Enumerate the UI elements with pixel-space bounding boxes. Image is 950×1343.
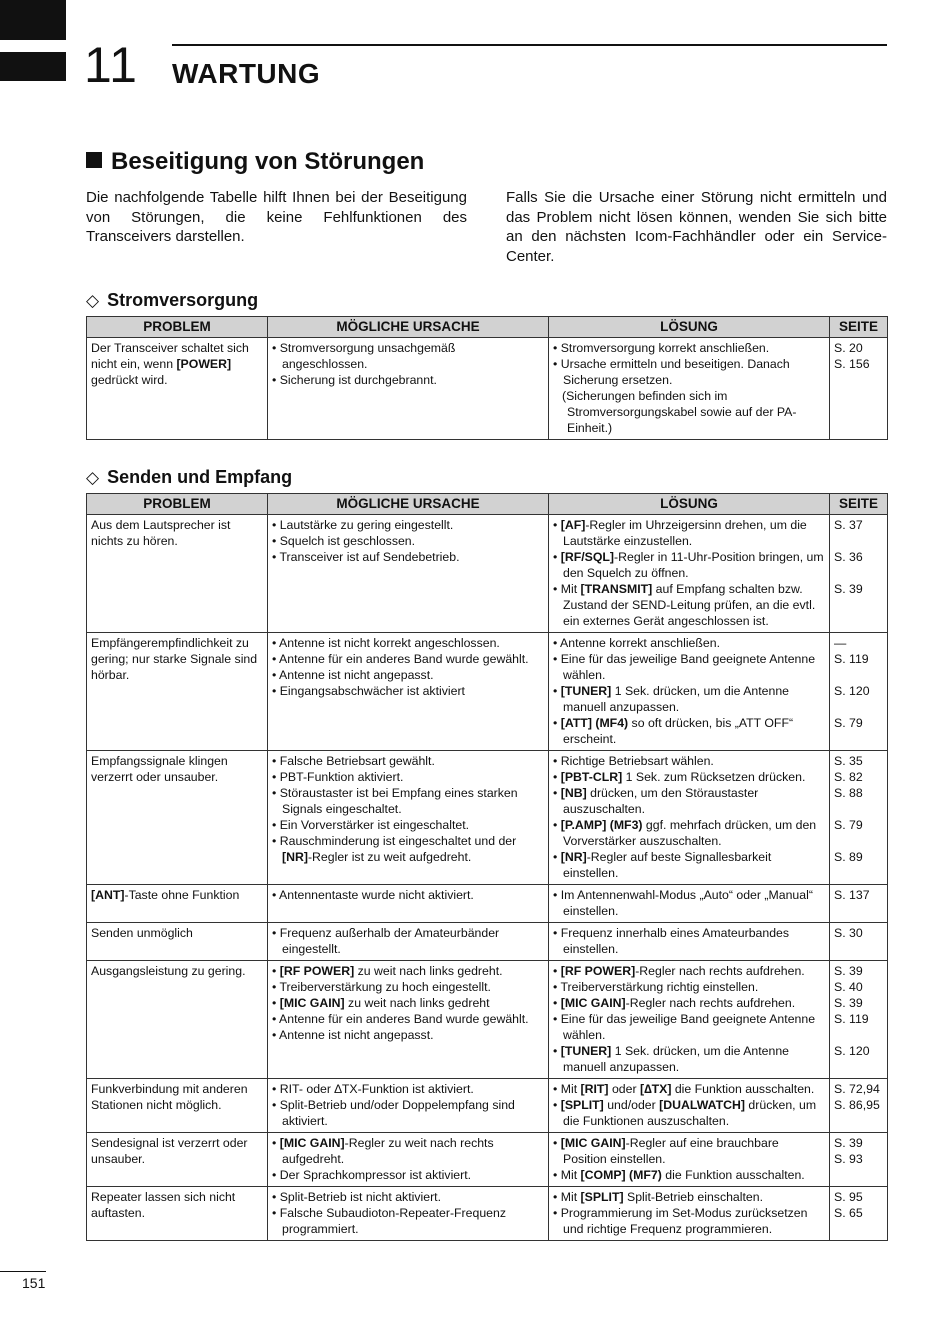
page-ref: S. 36	[834, 550, 863, 564]
bullet-item: • Ursache ermitteln und beseitigen. Danach Sicherung ersetzen.	[553, 357, 790, 387]
chapter-title: WARTUNG	[172, 58, 321, 89]
bullet-item: • Antenne für ein anderes Band wurde gewählt.	[272, 1012, 529, 1026]
bullet-item: • [MIC GAIN]-Regler auf eine brauchbare Position einstellen.	[553, 1136, 779, 1166]
bullet-item: • [RF POWER]-Regler nach rechts aufdrehen.	[553, 964, 805, 978]
bullet-item: • Eine für das jeweilige Band geeignete Antenne wählen.	[553, 1012, 816, 1042]
column-header-cause: MÖGLICHE URSACHE	[268, 317, 549, 338]
table-row	[87, 923, 888, 961]
bullet-item: • [TUNER] 1 Sek. drücken, um die Antenne manuell anzupassen.	[553, 1044, 790, 1074]
bullet-item: • Sicherung ist durchgebrannt.	[272, 373, 437, 387]
page-ref: S. 88	[834, 786, 863, 800]
bullet-item: • Im Antennenwahl-Modus „Auto“ oder „Manual“ einstellen.	[553, 888, 813, 918]
intro-paragraph-left: Die nachfolgende Tabelle hilft Ihnen bei der Beseitigung von Störungen, die keine Fehlfunktionen des Transceivers darstellen.	[86, 189, 467, 245]
cause-cell	[268, 338, 549, 440]
bullet-item: • Antenne ist nicht korrekt angeschlossen.	[272, 636, 500, 650]
cause-cell	[268, 1079, 549, 1133]
problem-cell: [ANT]-Taste ohne Funktion	[87, 885, 268, 923]
diamond-icon: ◇	[86, 468, 100, 487]
bullet-item: • Mit [SPLIT] Split-Betrieb einschalten.	[553, 1190, 764, 1204]
cause-cell	[268, 923, 549, 961]
bullet-item: • Mit [COMP] (MF7) die Funktion ausschalten.	[553, 1168, 805, 1182]
problem-cell: Repeater lassen sich nicht auftasten.	[87, 1187, 268, 1241]
page-ref: S. 39	[834, 964, 863, 978]
bullet-item: • Antenne korrekt anschließen.	[553, 636, 720, 650]
page-cell	[830, 633, 888, 751]
subsection-title: Senden und Empfang	[107, 467, 293, 487]
cause-cell	[268, 961, 549, 1079]
page-ref: S. 20	[834, 341, 863, 355]
page-ref: S. 65	[834, 1206, 863, 1220]
page-ref: S. 39	[834, 1136, 863, 1150]
solution-cell	[549, 515, 830, 633]
bullet-item: • Falsche Subaudioton-Repeater-Frequenz programmiert.	[272, 1206, 506, 1236]
page-ref: S. 35	[834, 754, 863, 768]
solution-cell	[549, 961, 830, 1079]
subsection-title: Stromversorgung	[107, 290, 259, 310]
bullet-item: • Treiberverstärkung richtig einstellen.	[553, 980, 759, 994]
page-ref: S. 120	[834, 1044, 870, 1058]
page-ref: S. 30	[834, 926, 863, 940]
bullet-item: • Ein Vorverstärker ist eingeschaltet.	[272, 818, 470, 832]
table-row	[87, 1133, 888, 1187]
bullet-item: • Stromversorgung unsachgemäß angeschlossen.	[272, 341, 456, 371]
diamond-icon: ◇	[86, 291, 100, 310]
column-header-page: SEITE	[830, 494, 888, 515]
section-title	[86, 146, 424, 178]
chapter-rule	[172, 44, 887, 46]
problem-cell: Funkverbindung mit anderen Stationen nicht möglich.	[87, 1079, 268, 1133]
solution-cell	[549, 751, 830, 885]
page-cell	[830, 885, 888, 923]
page-cell	[830, 923, 888, 961]
page-ref: S. 79	[834, 818, 863, 832]
table-header-row	[87, 494, 888, 515]
bullet-item: • Eingangsabschwächer ist aktiviert	[272, 684, 465, 698]
solution-cell	[549, 885, 830, 923]
bullet-item: • Eine für das jeweilige Band geeignete Antenne wählen.	[553, 652, 816, 682]
page-cell	[830, 515, 888, 633]
table-row	[87, 885, 888, 923]
chapter-tab-marker	[0, 0, 66, 40]
subsection-heading-txrx	[86, 465, 292, 490]
chapter-tab-marker-lower	[0, 52, 66, 81]
bullet-item: • Programmierung im Set-Modus zurücksetzen und richtige Frequenz programmieren.	[553, 1206, 808, 1236]
bullet-item: • [SPLIT] und/oder [DUALWATCH] drücken, um die Funktionen auszuschalten.	[553, 1098, 817, 1128]
bullet-item: • [TUNER] 1 Sek. drücken, um die Antenne manuell anzupassen.	[553, 684, 790, 714]
page-ref: S. 39	[834, 996, 863, 1010]
problem-cell: Empfängerempfindlichkeit zu gering; nur starke Signale sind hörbar.	[87, 633, 268, 751]
solution-cell	[549, 923, 830, 961]
bullet-item: • Mit [TRANSMIT] auf Empfang schalten bzw. Zustand der SEND-Leitung prüfen, an die evtl. ein externes Gerät angeschlossen ist.	[553, 582, 816, 628]
cause-cell	[268, 515, 549, 633]
bullet-item: • [NR]-Regler auf beste Signallesbarkeit einstellen.	[553, 850, 772, 880]
page-ref: S. 156	[834, 357, 870, 371]
problem-cell: Senden unmöglich	[87, 923, 268, 961]
table-row	[87, 1187, 888, 1241]
bullet-item: • Der Sprachkompressor ist aktiviert.	[272, 1168, 472, 1182]
page-cell	[830, 961, 888, 1079]
bullet-item: • [AF]-Regler im Uhrzeigersinn drehen, um die Lautstärke einzustellen.	[553, 518, 807, 548]
column-header-problem: PROBLEM	[87, 317, 268, 338]
page-ref: S. 93	[834, 1152, 863, 1166]
column-header-page: SEITE	[830, 317, 888, 338]
table-header-row	[87, 317, 888, 338]
bullet-item: • RIT- oder ∆TX-Funktion ist aktiviert.	[272, 1082, 474, 1096]
page-cell	[830, 1079, 888, 1133]
page-ref: —	[834, 636, 847, 650]
note-text: (Sicherungen befinden sich im Stromversorgungskabel sowie auf der PA-Einheit.)	[562, 389, 797, 435]
page-ref: S. 86,95	[834, 1098, 880, 1112]
table-row	[87, 633, 888, 751]
bullet-item: • [NB] drücken, um den Störaustaster auszuschalten.	[553, 786, 759, 816]
bullet-item: • Stromversorgung korrekt anschließen.	[553, 341, 770, 355]
solution-cell	[549, 633, 830, 751]
cause-cell	[268, 885, 549, 923]
problem-cell: Sendesignal ist verzerrt oder unsauber.	[87, 1133, 268, 1187]
table-row	[87, 515, 888, 633]
bullet-item: • Mit [RIT] oder [∆TX] die Funktion ausschalten.	[553, 1082, 815, 1096]
bullet-item: • [MIC GAIN]-Regler zu weit nach rechts aufgedreht.	[272, 1136, 494, 1166]
square-bullet-icon	[86, 152, 102, 168]
bullet-item: • Antenne für ein anderes Band wurde gewählt.	[272, 652, 529, 666]
chapter-number: 11	[84, 37, 138, 93]
bullet-item: • Antenne ist nicht angepasst.	[272, 1028, 434, 1042]
bullet-item: • Squelch ist geschlossen.	[272, 534, 416, 548]
troubleshooting-table-txrx	[86, 493, 888, 1241]
problem-cell: Empfangssignale klingen verzerrt oder unsauber.	[87, 751, 268, 885]
bullet-item: • [MIC GAIN]-Regler nach rechts aufdrehen.	[553, 996, 796, 1010]
table-row	[87, 961, 888, 1079]
solution-cell	[549, 1187, 830, 1241]
section-title-text: Beseitigung von Störungen	[111, 148, 425, 175]
problem-cell: Aus dem Lautsprecher ist nichts zu hören.	[87, 515, 268, 633]
page-cell	[830, 1187, 888, 1241]
page-ref: S. 79	[834, 716, 863, 730]
column-header-cause: MÖGLICHE URSACHE	[268, 494, 549, 515]
bullet-item: • Frequenz außerhalb der Amateurbänder eingestellt.	[272, 926, 500, 956]
bullet-item: • [RF/SQL]-Regler in 11-Uhr-Position bringen, um den Squelch zu öffnen.	[553, 550, 824, 580]
bullet-item: • PBT-Funktion aktiviert.	[272, 770, 404, 784]
bullet-item: • Split-Betrieb ist nicht aktiviert.	[272, 1190, 442, 1204]
bullet-item: • Antennentaste wurde nicht aktiviert.	[272, 888, 474, 902]
bullet-item: • Frequenz innerhalb eines Amateurbandes einstellen.	[553, 926, 790, 956]
solution-cell	[549, 1079, 830, 1133]
bullet-item: • Falsche Betriebsart gewählt.	[272, 754, 435, 768]
page-ref: S. 40	[834, 980, 863, 994]
cause-cell	[268, 1187, 549, 1241]
page-ref: S. 119	[834, 652, 869, 666]
page-ref: S. 119	[834, 1012, 869, 1026]
table-row	[87, 751, 888, 885]
bullet-item: • [ATT] (MF4) so oft drücken, bis „ATT OFF“ erscheint.	[553, 716, 794, 746]
page-ref: S. 72,94	[834, 1082, 880, 1096]
page-ref: S. 39	[834, 582, 863, 596]
column-header-solution: LÖSUNG	[549, 317, 830, 338]
table-row	[87, 338, 888, 440]
bullet-item: • [MIC GAIN] zu weit nach links gedreht	[272, 996, 490, 1010]
cause-cell	[268, 633, 549, 751]
page-ref: S. 137	[834, 888, 870, 902]
page-ref: S. 82	[834, 770, 863, 784]
intro-paragraph-right: Falls Sie die Ursache einer Störung nicht ermitteln und das Problem nicht lösen können, wenden Sie sich bitte an den nächsten Icom-Fachhändler oder ein Service-Center.	[506, 189, 887, 265]
bullet-item: • [RF POWER] zu weit nach links gedreht.	[272, 964, 503, 978]
column-header-problem: PROBLEM	[87, 494, 268, 515]
bullet-item: • [PBT-CLR] 1 Sek. zum Rücksetzen drücken.	[553, 770, 806, 784]
page-ref: S. 37	[834, 518, 863, 532]
problem-cell: Der Transceiver schaltet sich nicht ein, wenn [POWER] gedrückt wird.	[87, 338, 268, 440]
bullet-item: • Lautstärke zu gering eingestellt.	[272, 518, 454, 532]
problem-cell: Ausgangsleistung zu gering.	[87, 961, 268, 1079]
bullet-item: • Richtige Betriebsart wählen.	[553, 754, 714, 768]
page-cell	[830, 338, 888, 440]
bullet-item: • Treiberverstärkung zu hoch eingestellt.	[272, 980, 491, 994]
bullet-item: • [P.AMP] (MF3) ggf. mehrfach drücken, um den Vorverstärker auszuschalten.	[553, 818, 817, 848]
page-ref: S. 120	[834, 684, 870, 698]
page-cell	[830, 751, 888, 885]
page-number: 151	[22, 1275, 46, 1291]
solution-cell	[549, 1133, 830, 1187]
page-number-rule	[0, 1271, 46, 1272]
bullet-item: • Rauschminderung ist eingeschaltet und der [NR]-Regler ist zu weit aufgedreht.	[272, 834, 517, 864]
column-header-solution: LÖSUNG	[549, 494, 830, 515]
bullet-item: • Split-Betrieb und/oder Doppelempfang sind aktiviert.	[272, 1098, 515, 1128]
bullet-item: • Antenne ist nicht angepasst.	[272, 668, 434, 682]
subsection-heading-power	[86, 288, 258, 313]
cause-cell	[268, 751, 549, 885]
page-ref: S. 89	[834, 850, 863, 864]
bullet-item: • Transceiver ist auf Sendebetrieb.	[272, 550, 460, 564]
page-cell	[830, 1133, 888, 1187]
bullet-item: • Störaustaster ist bei Empfang eines starken Signals eingeschaltet.	[272, 786, 518, 816]
table-row	[87, 1079, 888, 1133]
cause-cell	[268, 1133, 549, 1187]
solution-cell	[549, 338, 830, 440]
page-ref: S. 95	[834, 1190, 863, 1204]
troubleshooting-table-power	[86, 316, 888, 440]
